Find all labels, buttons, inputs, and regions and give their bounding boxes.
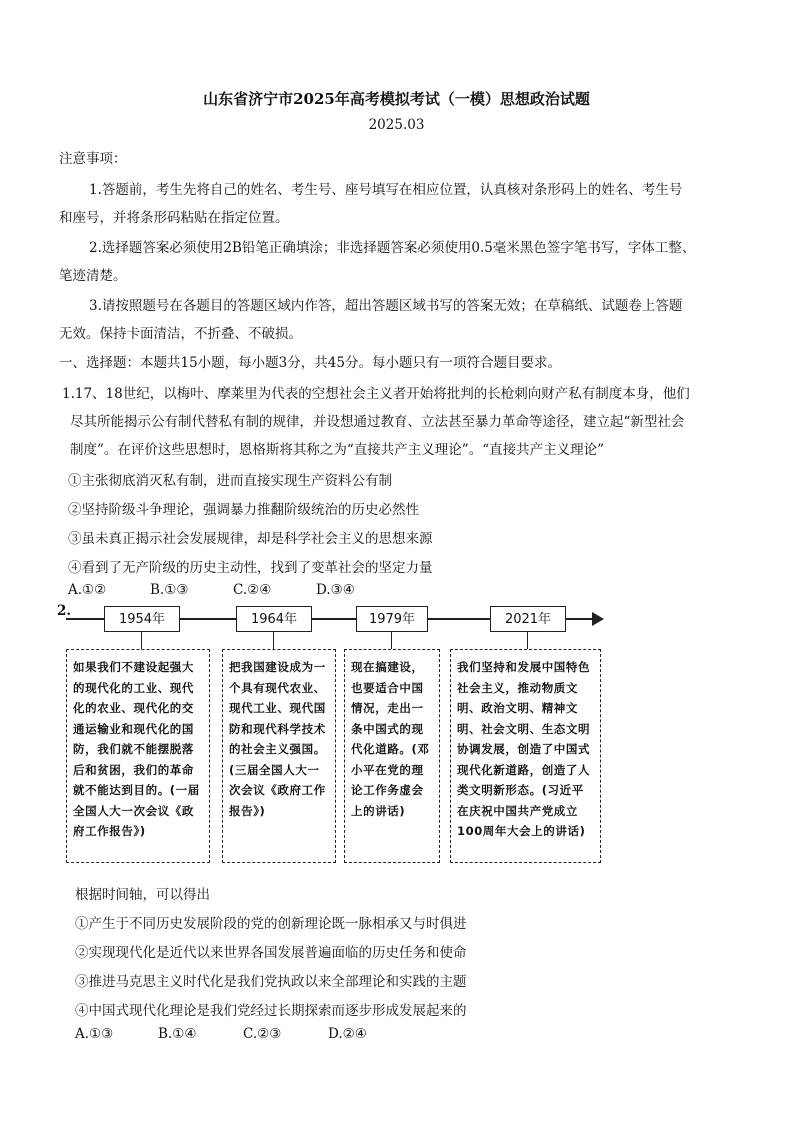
notice-item-1-line-2: 和座号，并将条形码粘贴在指定位置。 [59,210,289,226]
timeline-quote-1964: 把我国建设成为一个具有现代农业、现代工业、现代国防和现代科学技术的社会主义强国。(三届全国人大一次会议《政府工作报告》) [222,649,336,863]
timeline-stem-1954 [141,632,142,649]
q2-option-b[interactable]: B.①④ [158,1026,197,1042]
q1-statement-2: ②坚持阶级斗争理论，强调暴力推翻阶级统治的历史必然性 [68,502,419,518]
timeline-year-1979: 1979年 [356,606,428,632]
q1-stem-line-1: 1.17、18世纪，以梅叶、摩莱里为代表的空想社会主义者开始将批判的长枪刺向财产私有制度本身，他们 [62,386,690,402]
notice-item-2-line-1: 2.选择题答案必须使用2B铅笔正确填涂；非选择题答案必须使用0.5毫米黑色签字笔书写，字体工整、 [89,240,696,256]
timeline-quote-1979: 现在搞建设，也要适合中国情况，走出一条中国式的现代化道路。(邓小平在党的理论工作务虚会上的讲话) [344,649,440,863]
page-title: 山东省济宁市2025年高考模拟考试（一模）思想政治试题 [203,90,590,108]
timeline-year-2021: 2021年 [490,606,566,632]
timeline-year-1964: 1964年 [236,606,312,632]
timeline-year-1954: 1954年 [104,606,180,632]
q2-option-a[interactable]: A.①③ [75,1026,114,1042]
timeline-quote-2021: 我们坚持和发展中国特色社会主义，推动物质文明、政治文明、精神文明、社会文明、生态文明协调发展，创造了中国式现代化新道路，创造了人类文明新形态。(习近平在庆祝中国共产党成立100周年大会上的讲话) [450,649,601,863]
q2-statement-3: ③推进马克思主义时代化是我们党执政以来全部理论和实践的主题 [75,974,467,990]
timeline-stem-2021 [527,632,528,649]
q1-option-d[interactable]: D.③④ [316,582,355,598]
q1-stem-line-2: 尽其所能揭示公有制代替私有制的规律，并设想通过教育、立法甚至暴力革命等途径，建立起“新型社会 [70,414,685,430]
q2-option-c[interactable]: C.②③ [243,1026,282,1042]
notice-item-1-line-1: 1.答题前，考生先将自己的姓名、考生号、座号填写在相应位置，认真核对条形码上的姓名、考生号 [89,182,683,198]
q1-statement-3: ③虽未真正揭示社会发展规律，却是科学社会主义的思想来源 [68,531,433,547]
notice-heading: 注意事项： [59,151,127,167]
q2-number: 2. [57,603,72,619]
q2-statement-1: ①产生于不同历史发展阶段的党的创新理论既一脉相承又与时俱进 [75,916,467,932]
exam-date: 2025.03 [368,117,425,133]
timeline-quote-1954: 如果我们不建设起强大的现代化的工业、现代化的农业、现代化的交通运输业和现代化的国防，我们就不能摆脱落后和贫困，我们的革命就不能达到目的。(一届全国人大一次会议《政府工作报告》) [66,649,210,863]
notice-item-3-line-2: 无效。保持卡面清洁，不折叠、不破损。 [59,326,302,342]
q1-option-a[interactable]: A.①② [68,582,107,598]
q1-statement-4: ④看到了无产阶级的历史主动性，找到了变革社会的坚定力量 [68,560,433,576]
notice-item-2-line-2: 笔迹清楚。 [59,268,127,284]
section-1-heading: 一、选择题：本题共15小题，每小题3分，共45分。每小题只有一项符合题目要求。 [59,355,561,371]
q1-option-b[interactable]: B.①③ [150,582,189,598]
q2-option-d[interactable]: D.②④ [328,1026,367,1042]
q1-stem-line-3: 制度”。在评价这些思想时，恩格斯将其称之为“直接共产主义理论”。“直接共产主义理论” [70,442,605,458]
timeline-stem-1979 [391,632,392,649]
q2-lead: 根据时间轴，可以得出 [75,887,210,903]
q1-statement-1: ①主张彻底消灭私有制，进而直接实现生产资料公有制 [68,473,392,489]
timeline-stem-1964 [273,632,274,649]
q1-option-c[interactable]: C.②④ [233,582,272,598]
q2-statement-2: ②实现现代化是近代以来世界各国发展普遍面临的历史任务和使命 [75,945,467,961]
timeline-arrowhead [592,612,604,626]
q2-statement-4: ④中国式现代化理论是我们党经过长期探索而逐步形成发展起来的 [75,1003,467,1019]
notice-item-3-line-1: 3.请按照题号在各题目的答题区域内作答，超出答题区域书写的答案无效；在草稿纸、试题卷上答题 [89,298,683,314]
